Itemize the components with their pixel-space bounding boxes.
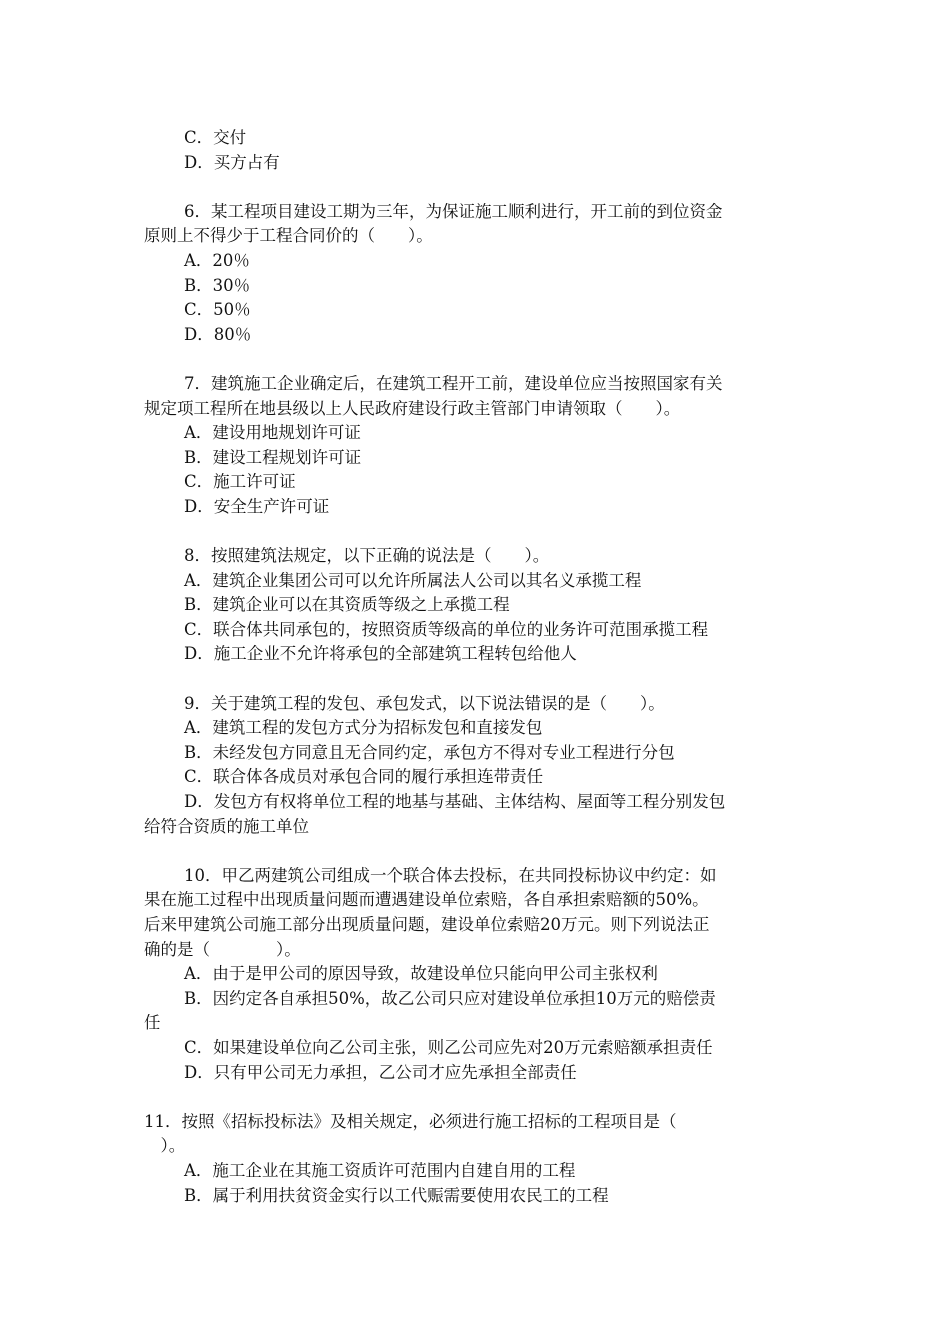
question-7-option-c: C．施工许可证 bbox=[184, 472, 296, 492]
question-6-option-b: B．30％ bbox=[184, 275, 251, 295]
question-10-option-b: B．因约定各自承担50%，故乙公司只应对建设单位承担10万元的赔偿责 bbox=[184, 988, 716, 1008]
question-9-stem: 9．关于建筑工程的发包、承包发式，以下说法错误的是（ ）。 bbox=[184, 693, 665, 713]
spacer bbox=[144, 520, 806, 545]
spacer bbox=[144, 1085, 806, 1110]
question-9-option-c: C．联合体各成员对承包合同的履行承担连带责任 bbox=[184, 767, 544, 787]
question-11-stem-cont: ）。 bbox=[144, 1136, 186, 1156]
question-10-stem-cont-2: 后来甲建筑公司施工部分出现质量问题，建设单位索赔20万元。则下列说法正 bbox=[144, 915, 710, 934]
question-8-option-c: C．联合体共同承包的，按照资质等级高的单位的业务许可范围承揽工程 bbox=[184, 619, 709, 639]
question-10-stem: 10．甲乙两建筑公司组成一个联合体去投标，在共同投标协议中约定：如 bbox=[184, 865, 717, 885]
question-9-option-b: B．未经发包方同意且无合同约定，承包方不得对专业工程进行分包 bbox=[184, 742, 675, 762]
question-9-option-d: D．发包方有权将单位工程的地基与基础、主体结构、屋面等工程分别发包 bbox=[184, 792, 726, 812]
question-7-option-d: D．安全生产许可证 bbox=[184, 496, 330, 516]
spacer bbox=[144, 347, 806, 372]
spacer bbox=[144, 839, 806, 864]
question-10-stem-cont-1: 果在施工过程中出现质量问题而遭遇建设单位索赔，各自承担索赔额的50%。 bbox=[144, 890, 709, 910]
spacer bbox=[144, 667, 806, 692]
question-9-option-a: A．建筑工程的发包方式分为招标发包和直接发包 bbox=[184, 718, 543, 738]
question-11-stem: 11．按照《招标投标法》及相关规定，必须进行施工招标的工程项目是（ bbox=[144, 1111, 677, 1131]
exam-content bbox=[144, 126, 806, 1208]
question-9-option-d-cont: 给符合资质的施工单位 bbox=[144, 816, 309, 836]
question-6-option-d: D．80％ bbox=[184, 324, 252, 344]
question-7-stem: 7．建筑施工企业确定后，在建筑工程开工前，建设单位应当按照国家有关 bbox=[184, 373, 723, 393]
spacer bbox=[144, 175, 806, 200]
question-8-stem: 8．按照建筑法规定，以下正确的说法是（ ）。 bbox=[184, 546, 550, 566]
question-6-option-a: A．20％ bbox=[184, 250, 250, 270]
question-7-option-b: B．建设工程规划许可证 bbox=[184, 447, 362, 467]
question-10-option-a: A．由于是甲公司的原因导致，故建设单位只能向甲公司主张权利 bbox=[184, 964, 658, 984]
question-7-stem-cont: 规定项工程所在地县级以上人民政府建设行政主管部门申请领取（ ）。 bbox=[144, 398, 681, 418]
question-6-stem-cont: 原则上不得少于工程合同价的（ ）。 bbox=[144, 226, 433, 246]
question-10-option-c: C．如果建设单位向乙公司主张，则乙公司应先对20万元索赔额承担责任 bbox=[184, 1037, 713, 1057]
question-8-option-a: A．建筑企业集团公司可以允许所属法人公司以其名义承揽工程 bbox=[184, 570, 642, 590]
question-7-option-a: A．建设用地规划许可证 bbox=[184, 423, 361, 443]
question-11-option-b: B．属于利用扶贫资金实行以工代赈需要使用农民工的工程 bbox=[184, 1185, 609, 1205]
option-d-prev: D．买方占有 bbox=[184, 152, 280, 172]
question-11-option-a: A．施工企业在其施工资质许可范围内自建自用的工程 bbox=[184, 1160, 576, 1180]
question-8-option-d: D．施工企业不允许将承包的全部建筑工程转包给他人 bbox=[184, 644, 577, 664]
question-6-stem: 6．某工程项目建设工期为三年，为保证施工顺利进行，开工前的到位资金 bbox=[184, 201, 723, 221]
question-10-option-d: D．只有甲公司无力承担，乙公司才应先承担全部责任 bbox=[184, 1062, 577, 1082]
question-10-option-b-cont: 任 bbox=[144, 1013, 161, 1033]
question-8-option-b: B．建筑企业可以在其资质等级之上承揽工程 bbox=[184, 595, 510, 615]
question-10-stem-cont-3: 确的是（ ）。 bbox=[144, 939, 301, 959]
question-6-option-c: C．50％ bbox=[184, 300, 251, 320]
option-c-prev: C．交付 bbox=[184, 128, 247, 147]
